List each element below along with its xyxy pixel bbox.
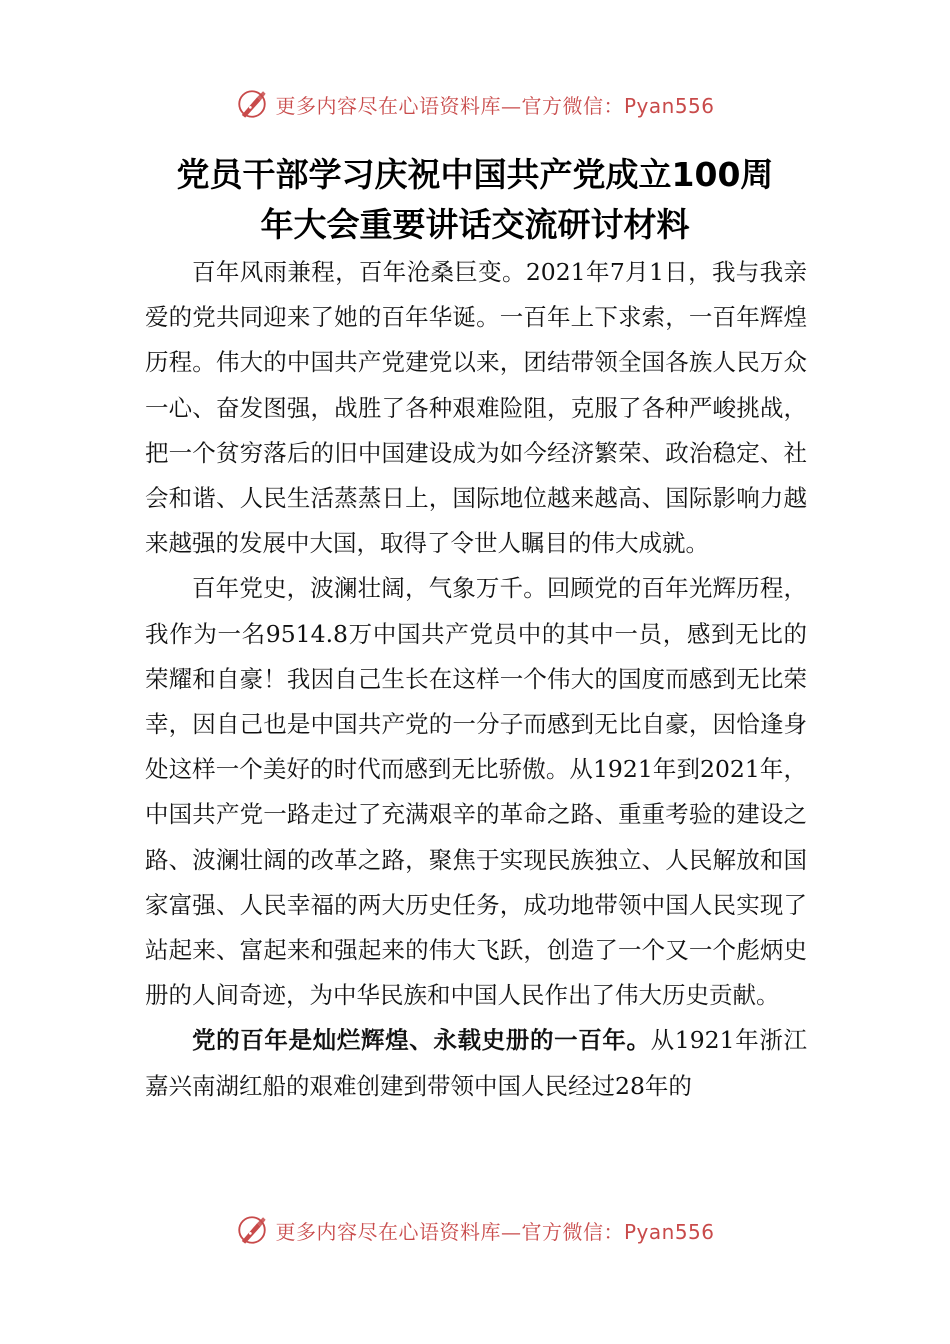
paragraph-3-lead: 党的百年是灿烂辉煌、永载史册的一百年。 bbox=[192, 1026, 651, 1055]
paragraph-3 bbox=[145, 1018, 807, 1108]
paragraph-3-text: 从1921年浙江嘉兴南湖红船的艰难创建到带领中国人民经过28年的 bbox=[145, 1026, 808, 1100]
title-line-1: 党员干部学习庆祝中国共产党成立100周 bbox=[176, 155, 774, 194]
pen-nib-logo bbox=[235, 87, 269, 121]
document-body bbox=[145, 250, 807, 1109]
header-watermark bbox=[0, 84, 950, 124]
watermark-text: 更多内容尽在心语资料库—官方微信：Pyan556 bbox=[275, 1219, 715, 1244]
paragraph-2: 百年党史，波澜壮阔，气象万千。回顾党的百年光辉历程，我作为一名9514.8万中国共产党员中的其中一员，感到无比的荣耀和自豪！我因自己生长在这样一个伟大的国度而感到无比荣幸，因自己也是中国共产党的一分子而感到无比自豪，因恰逢身处这样一个美好的时代而感到无比骄傲。从1921年到2021年，中国共产党一路走过了充满艰辛的革命之路、重重考验的建设之路、波澜壮阔的改革之路，聚焦于实现民族独立、人民解放和国家富强、人民幸福的两大历史任务，成功地带领中国人民实现了站起来、富起来和强起来的伟大飞跃，创造了一个又一个彪炳史册的人间奇迹，为中华民族和中国人民作出了伟大历史贡献。 bbox=[145, 574, 807, 1010]
document-title bbox=[145, 150, 805, 250]
watermark-text: 更多内容尽在心语资料库—官方微信：Pyan556 bbox=[275, 93, 715, 118]
title-line-2: 年大会重要讲话交流研讨材料 bbox=[260, 205, 690, 244]
footer-watermark bbox=[0, 1210, 950, 1250]
pen-nib-logo bbox=[235, 1213, 269, 1247]
paragraph-1: 百年风雨兼程，百年沧桑巨变。2021年7月1日，我与我亲爱的党共同迎来了她的百年华诞。一百年上下求索，一百年辉煌历程。伟大的中国共产党建党以来，团结带领全国各族人民万众一心、奋发图强，战胜了各种艰难险阻，克服了各种严峻挑战，把一个贫穷落后的旧中国建设成为如今经济繁荣、政治稳定、社会和谐、人民生活蒸蒸日上，国际地位越来越高、国际影响力越来越强的发展中大国，取得了令世人瞩目的伟大成就。 bbox=[145, 258, 807, 558]
